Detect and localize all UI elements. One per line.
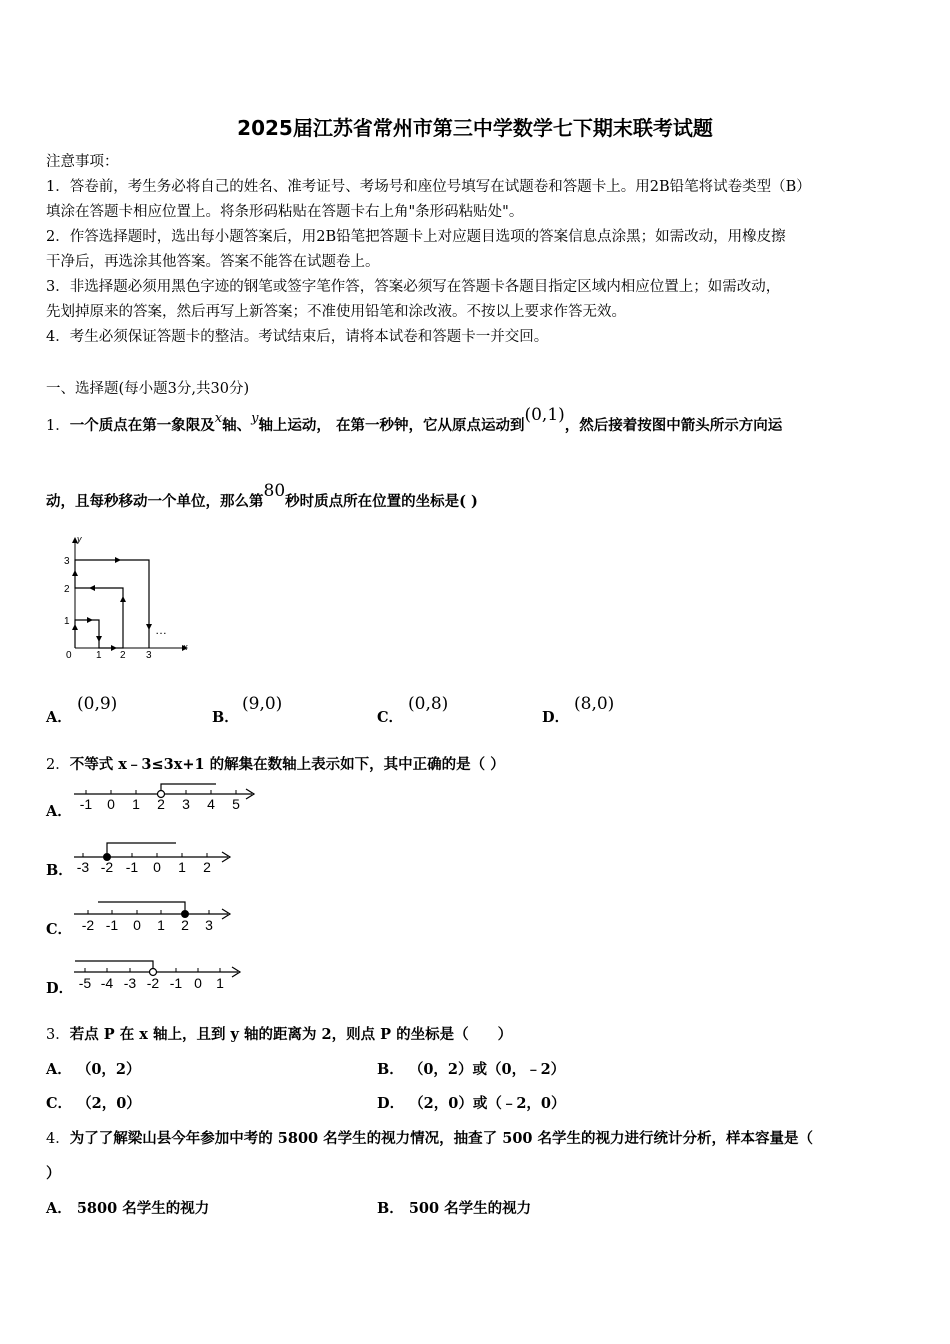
q2-number-line-b: [72, 837, 234, 873]
tick-label: 1: [216, 975, 224, 991]
tick-label: 2: [157, 796, 165, 812]
q1-text: 轴上运动， 在第一秒钟，它从原点运动到: [258, 417, 525, 434]
q1-text: 一个质点在第一象限及: [69, 417, 215, 434]
q1-text: ，然后接着按图中箭头所示方向运: [564, 417, 783, 434]
tick-label: -1: [125, 859, 139, 873]
notice-line: 4．考生必须保证答题卡的整洁。考试结束后，请将本试卷和答题卡一并交回。: [46, 329, 549, 345]
option-label: A．: [46, 1200, 72, 1217]
option-value: 500 名学生的视力: [408, 1200, 532, 1217]
section-heading: 一、选择题(每小题3分,共30分): [46, 381, 250, 397]
q2-option-a-label: A．: [46, 803, 72, 820]
q3-option-a: [46, 1058, 141, 1079]
question-number: 1．: [46, 418, 70, 434]
tick-label: 3: [205, 917, 213, 932]
question-number: 4．: [46, 1131, 70, 1147]
x-axis-label: x: [183, 642, 188, 652]
movement-path: [75, 560, 149, 648]
option-d-value: (8,0): [574, 694, 615, 714]
option-c-label: C．: [377, 709, 404, 726]
q4-text: 为了了解梁山县今年参加中考的 5800 名学生的视力情况，抽查了 500 名学生的视力进行统计分析，样本容量是（: [69, 1130, 814, 1147]
math-x: x: [214, 411, 223, 426]
q3-text: 若点 P 在 x 轴上，且到 y 轴的距离为 2，则点 P 的坐标是（ ）: [69, 1026, 513, 1043]
option-value: （2，0）或（﹣2，0）: [409, 1095, 566, 1112]
x-tick-label: 2: [120, 650, 126, 661]
q2-number-line-c: [72, 896, 234, 932]
tick-label: -5: [78, 975, 92, 991]
math-point: (0,1): [524, 405, 565, 425]
question-4-cont: ）: [46, 1165, 61, 1182]
question-2: [46, 753, 505, 774]
tick-label: 0: [107, 796, 115, 812]
q3-option-b: [377, 1058, 565, 1079]
notice-line: 3．非选择题必须用黑色字迹的钢笔或签字笔作答，答案必须写在答题卡各题目指定区域内相应位置上；如需改动，: [46, 279, 781, 295]
q2-text: 不等式 x﹣3≤3x+1 的解集在数轴上表示如下，其中正确的是（ ）: [69, 756, 505, 773]
tick-label: 2: [181, 917, 189, 932]
x-tick-label: 3: [146, 650, 152, 661]
y-tick-label: 3: [64, 556, 70, 567]
tick-label: -1: [105, 917, 119, 932]
y-tick-label: 1: [64, 616, 70, 627]
question-4: [46, 1127, 813, 1148]
q1-text: 轴、: [222, 417, 252, 434]
tick-label: 0: [133, 917, 141, 932]
tick-label: 0: [194, 975, 202, 991]
q1-text: 动，且每秒移动一个单位，那么第: [46, 493, 264, 510]
option-label: B．: [377, 1061, 404, 1078]
tick-label: 1: [157, 917, 165, 932]
question-number: 2．: [46, 757, 70, 773]
math-y: y: [251, 411, 259, 426]
q1-path-graph: [55, 532, 195, 664]
option-value: （2，0）: [77, 1095, 141, 1112]
question-3: [46, 1023, 512, 1044]
tick-label: 0: [153, 859, 161, 873]
path-arrows: [72, 557, 152, 651]
tick-label: -1: [169, 975, 183, 991]
q3-option-c: [46, 1092, 141, 1113]
tick-label: -2: [81, 917, 95, 932]
y-tick-label: 2: [64, 584, 70, 595]
q4-option-a: [46, 1197, 209, 1218]
option-a-value: (0,9): [77, 694, 118, 714]
option-label: B．: [377, 1200, 404, 1217]
tick-label: 4: [207, 796, 215, 812]
option-label: D．: [377, 1095, 405, 1112]
notice-line: 1．答卷前，考生务必将自己的姓名、准考证号、考场号和座位号填写在试题卷和答题卡上。用2B铅笔将试卷类型（B）: [46, 179, 811, 195]
solution-ray: [161, 784, 216, 790]
option-d-label: D．: [542, 709, 570, 726]
math-80: 80: [263, 481, 286, 501]
q4-option-b: [377, 1197, 531, 1218]
tick-label: 5: [232, 796, 240, 812]
option-b-value: (9,0): [242, 694, 283, 714]
q2-option-c-label: C．: [46, 921, 73, 938]
q2-number-line-d: [72, 955, 244, 991]
option-label: C．: [46, 1095, 73, 1112]
question-1-line2: [46, 481, 478, 511]
tick-label: -1: [79, 796, 93, 812]
notice-line: 干净后，再选涂其他答案。答案不能答在试题卷上。: [46, 254, 380, 270]
continuation-dots: …: [155, 623, 167, 637]
tick-label: 3: [182, 796, 190, 812]
tick-label: 1: [178, 859, 186, 873]
tick-label: -2: [146, 975, 160, 991]
origin-label: 0: [66, 650, 72, 661]
solution-ray: [98, 902, 185, 910]
x-tick-label: 1: [96, 650, 102, 661]
option-b-label: B．: [212, 709, 239, 726]
page-title: 2025届江苏省常州市第三中学数学七下期末联考试题: [237, 116, 713, 140]
y-axis-label: y: [77, 534, 82, 544]
tick-label: -2: [100, 859, 114, 873]
q2-option-d-label: D．: [46, 980, 74, 997]
option-c-value: (0,8): [408, 694, 449, 714]
question-number: 3．: [46, 1027, 70, 1043]
notice-line: 先划掉原来的答案，然后再写上新答案；不准使用铅笔和涂改液。不按以上要求作答无效。: [46, 304, 626, 320]
tick-label: 2: [203, 859, 211, 873]
solution-ray: [75, 961, 153, 968]
notice-heading: 注意事项：: [46, 154, 119, 170]
q2-option-b-label: B．: [46, 862, 73, 879]
solution-ray: [107, 843, 176, 853]
option-value: 5800 名学生的视力: [76, 1200, 210, 1217]
notice-line: 填涂在答题卡相应位置上。将条形码粘贴在答题卡右上角"条形码粘贴处"。: [46, 204, 524, 220]
q2-number-line-a: [72, 778, 257, 814]
option-value: （0，2）: [76, 1061, 141, 1078]
q3-option-d: [377, 1092, 566, 1113]
tick-label: -4: [100, 975, 114, 991]
option-a-label: A．: [46, 709, 72, 726]
tick-label: 1: [132, 796, 140, 812]
question-1-line1: [46, 405, 783, 435]
tick-label: -3: [123, 975, 137, 991]
q1-text: 秒时质点所在位置的坐标是( ): [285, 493, 478, 510]
tick-label: -3: [76, 859, 90, 873]
notice-line: 2．作答选择题时，选出每小题答案后，用2B铅笔把答题卡上对应题目选项的答案信息点涂黑；如需改动，用橡皮擦: [46, 229, 786, 245]
option-value: （0，2）或（0，﹣2）: [408, 1061, 566, 1078]
option-label: A．: [46, 1061, 72, 1078]
